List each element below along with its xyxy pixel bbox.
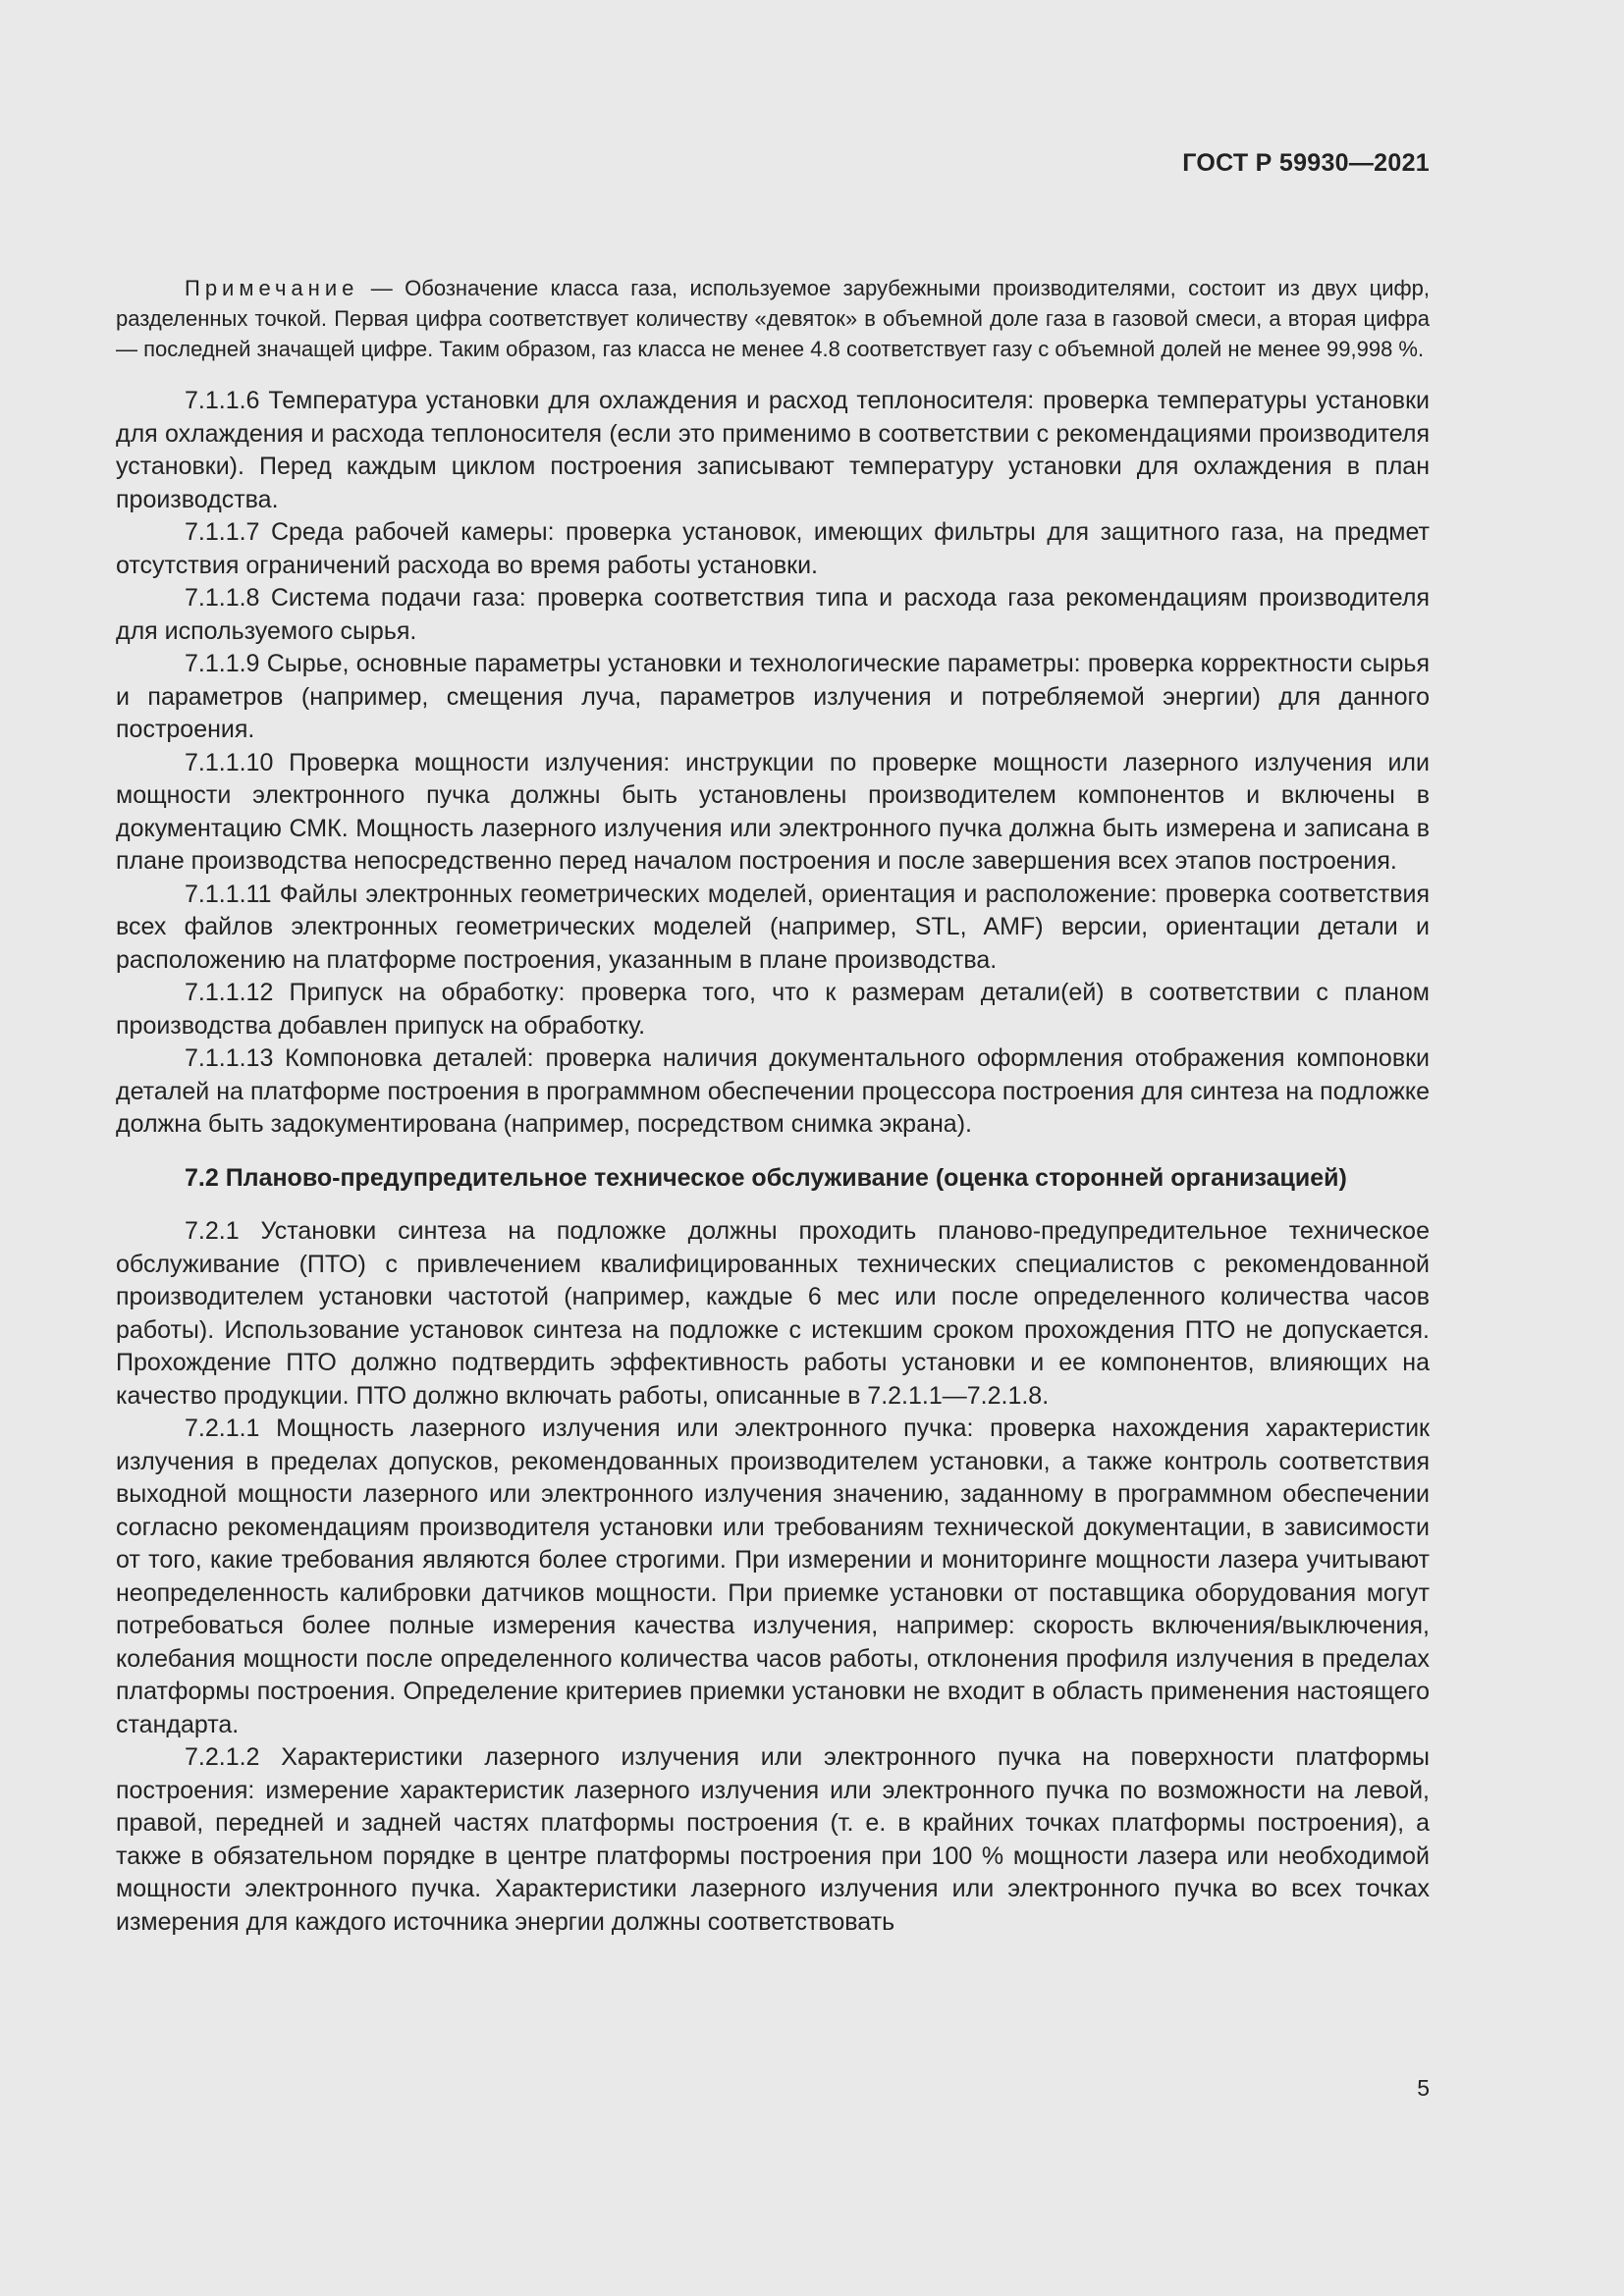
paragraph-7-1-1-11: 7.1.1.11 Файлы электронных геометрических моделей, ориентация и расположение: проверка соответствия всех файлов электронных геометрических моделей (например, STL, AMF) версии, ориентации детали и расположению на платформе построения, указанным в плане производства. [116, 880, 1430, 974]
paragraph-7-1-1-10: 7.1.1.10 Проверка мощности излучения: инструкции по проверке мощности лазерного излучения или мощности электронного пучка должны быть установлены производителем компонентов и включены в документацию СМК. Мощность лазерного излучения или электронного пучка должна быть измерена и записана в плане производства непосредственно перед началом построения и после завершения всех этапов построения. [116, 748, 1430, 875]
note-label: Примечание [185, 276, 359, 300]
section-heading-7-2: 7.2 Планово-предупредительное техническое обслуживание (оценка сторонней организацией) [185, 1163, 1347, 1192]
page-number: 5 [1417, 2075, 1430, 2101]
page-content [116, 273, 1430, 1939]
paragraph-7-1-1-6: 7.1.1.6 Температура установки для охлаждения и расход теплоносителя: проверка температуры установки для охлаждения и расхода теплоносителя (если это применимо в соответствии с рекомендациями производителя установки). Перед каждым циклом построения записывают температуру установки для охлаждения в план производства. [116, 387, 1430, 513]
paragraph-7-2-1-2: 7.2.1.2 Характеристики лазерного излучения или электронного пучка на поверхности платформы построения: измерение характеристик лазерного излучения или электронного пучка по возможности на левой, правой, передней и задней частях платформы построения (т. е. в крайних точках платформы построения), а также в обязательном порядке в центре платформы построения при 100 % мощности лазера или необходимой мощности электронного пучка. Характеристики лазерного излучения или электронного пучка во всех точках измерения для каждого источника энергии должны соответствовать [116, 1743, 1430, 1936]
paragraph-7-1-1-8: 7.1.1.8 Система подачи газа: проверка соответствия типа и расхода газа рекомендациям производителя для используемого сырья. [116, 584, 1430, 645]
note-paragraph [116, 273, 1430, 364]
paragraph-7-1-1-13: 7.1.1.13 Компоновка деталей: проверка наличия документального оформления отображения компоновки деталей на платформе построения в программном обеспечении процессора построения для синтеза на подложке должна быть задокументирована (например, посредством снимка экрана). [116, 1044, 1430, 1138]
paragraph-7-1-1-9: 7.1.1.9 Сырье, основные параметры установки и технологические параметры: проверка корректности сырья и параметров (например, смещения луча, параметров излучения и потребляемой энергии) для данного построения. [116, 650, 1430, 743]
paragraph-7-2-1-1: 7.2.1.1 Мощность лазерного излучения или электронного пучка: проверка нахождения характеристик излучения в пределах допусков, рекомендованных производителем установки, а также контроль соответствия выходной мощности лазерного или электронного излучения значению, заданному в программном обеспечении согласно рекомендациям производителя установки или требованиям технической документации, в зависимости от того, какие требования являются более строгими. При измерении и мониторинге мощности лазера учитывают неопределенность калибровки датчиков мощности. При приемке установки от поставщика оборудования могут потребоваться более полные измерения качества излучения, например: скорость включения/выключения, колебания мощности после определенного количества часов работы, отклонения профиля излучения в пределах платформы построения. Определение критериев приемки установки не входит в область применения настоящего стандарта. [116, 1415, 1430, 1738]
document-code-header: ГОСТ Р 59930—2021 [1182, 149, 1430, 177]
paragraph-7-1-1-7: 7.1.1.7 Среда рабочей камеры: проверка установок, имеющих фильтры для защитного газа, на предмет отсутствия ограничений расхода во время работы установки. [116, 518, 1430, 579]
note-text: — Обозначение класса газа, используемое зарубежными производителями, состоит из двух цифр, разделенных точкой. Первая цифра соответствует количеству «девяток» в объемной доле газа в газовой смеси, а вторая цифра — последней значащей цифре. Таким образом, газ класса не менее 4.8 соответствует газу с объемной долей не менее 99,998 %. [116, 276, 1430, 361]
paragraph-7-2-1: 7.2.1 Установки синтеза на подложке должны проходить планово-предупредительное техническое обслуживание (ПТО) с привлечением квалифицированных технических специалистов с рекомендованной производителем установки частотой (например, каждые 6 мес или после определенного количества часов работы). Использование установок синтеза на подложке с истекшим сроком прохождения ПТО не допускается. Прохождение ПТО должно подтвердить эффективность работы установки и ее компонентов, влияющих на качество продукции. ПТО должно включать работы, описанные в 7.2.1.1—7.2.1.8. [116, 1217, 1430, 1410]
paragraph-7-1-1-12: 7.1.1.12 Припуск на обработку: проверка того, что к размерам детали(ей) в соответствии с планом производства добавлен припуск на обработку. [116, 979, 1430, 1040]
